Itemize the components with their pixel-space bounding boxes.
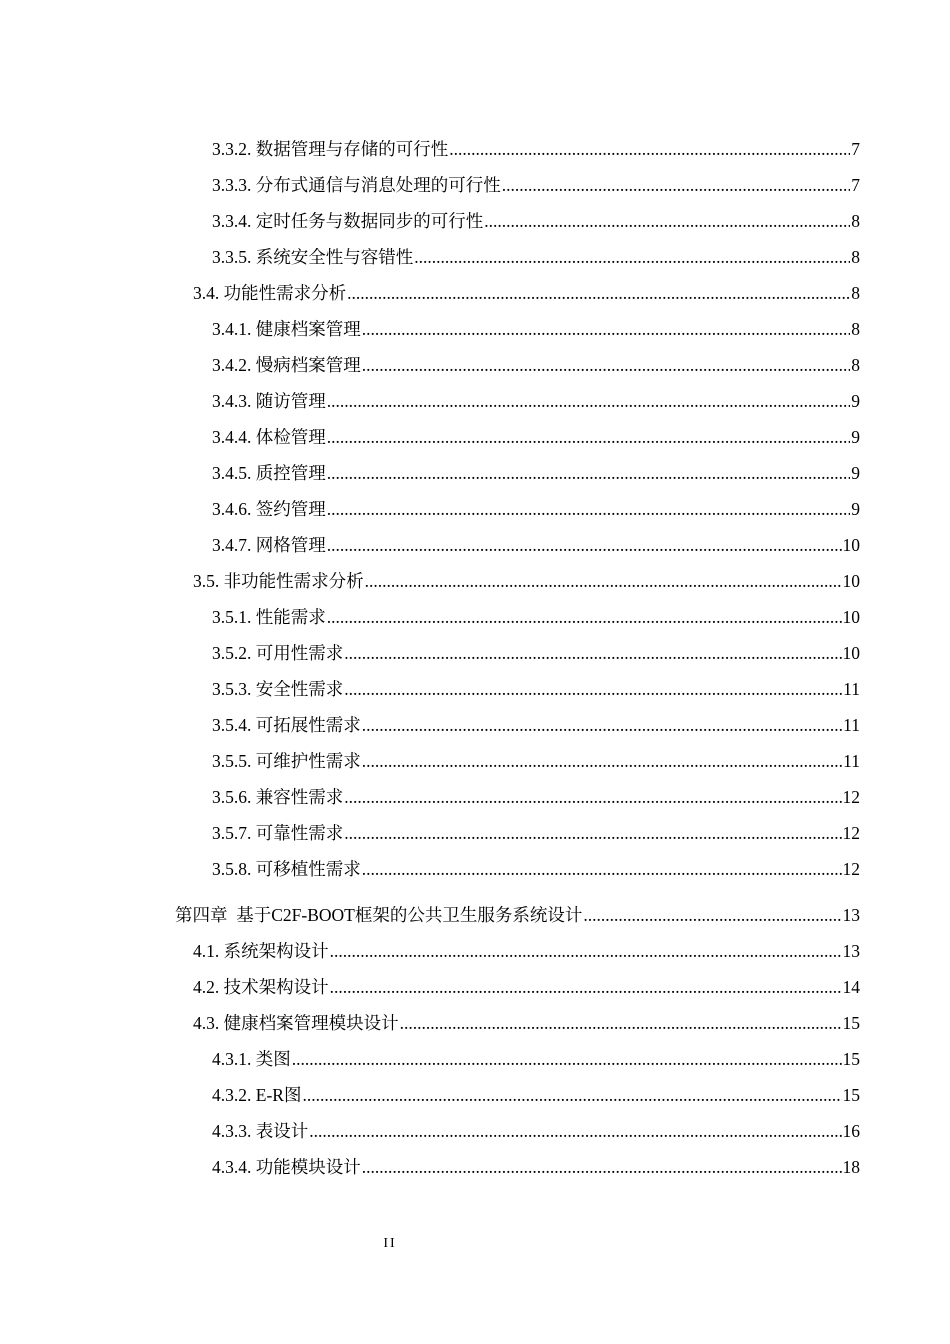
toc-page-number: 18 — [842, 1157, 860, 1177]
toc-entry-3-4-3[interactable] — [0, 383, 860, 419]
toc-page-number: 11 — [843, 715, 860, 735]
toc-entry-3-3-5[interactable] — [0, 239, 860, 275]
table-of-contents — [0, 131, 950, 1185]
toc-page-number: 11 — [843, 751, 860, 771]
toc-entry-3-5-4[interactable] — [0, 707, 860, 743]
toc-page-number: 7 — [851, 175, 860, 195]
toc-entry-title: 系统安全性与容错性 — [255, 247, 414, 267]
toc-page-number: 8 — [851, 319, 860, 339]
toc-entry-number: 3.3.5. — [212, 247, 252, 267]
dot-leader — [362, 743, 842, 779]
dot-leader — [414, 239, 850, 275]
toc-entry-4-3[interactable] — [0, 1005, 860, 1041]
toc-entry-number: 3.5.8. — [212, 859, 252, 879]
toc-entry-title: E-R图 — [255, 1085, 302, 1105]
dot-leader — [449, 131, 850, 167]
toc-page-number: 10 — [842, 643, 860, 663]
toc-entry-3-4-4[interactable] — [0, 419, 860, 455]
dot-leader — [583, 897, 841, 933]
toc-entry-number: 4.3. — [193, 1013, 220, 1033]
toc-entry-3-3-3[interactable] — [0, 167, 860, 203]
toc-page-number: 8 — [851, 283, 860, 303]
dot-leader — [362, 311, 851, 347]
page-footer-number: II — [383, 1236, 397, 1251]
dot-leader — [502, 167, 851, 203]
toc-page-number: 15 — [842, 1049, 860, 1069]
toc-entry-3-5-6[interactable] — [0, 779, 860, 815]
toc-entry-3-4-1[interactable] — [0, 311, 860, 347]
toc-entry-4-3-4[interactable] — [0, 1149, 860, 1185]
toc-entry-3-5-7[interactable] — [0, 815, 860, 851]
toc-entry-number: 3.3.2. — [212, 139, 252, 159]
toc-entry-title: 表设计 — [255, 1121, 309, 1141]
toc-entry-title: 质控管理 — [255, 463, 326, 483]
toc-page-number: 9 — [851, 499, 860, 519]
dot-leader — [330, 933, 842, 969]
dot-leader — [327, 491, 851, 527]
toc-entry-title: 随访管理 — [255, 391, 326, 411]
toc-entry-3-4-5[interactable] — [0, 455, 860, 491]
toc-entry-3-5-3[interactable] — [0, 671, 860, 707]
dot-leader — [347, 275, 850, 311]
toc-entry-title: 技术架构设计 — [223, 977, 329, 997]
dot-leader — [309, 1113, 841, 1149]
toc-entry-number: 3.5.4. — [212, 715, 252, 735]
toc-entry-title: 可维护性需求 — [255, 751, 361, 771]
toc-page-number: 13 — [842, 941, 860, 961]
dot-leader — [292, 1041, 842, 1077]
dot-leader — [344, 815, 841, 851]
dot-leader — [344, 779, 841, 815]
toc-entry-title: 定时任务与数据同步的可行性 — [255, 211, 484, 231]
toc-entry-title: 慢病档案管理 — [255, 355, 361, 375]
toc-entry-number: 3.4.6. — [212, 499, 252, 519]
toc-page-number: 13 — [842, 905, 860, 925]
toc-entry-3-4-7[interactable] — [0, 527, 860, 563]
toc-entry-3-5-8[interactable] — [0, 851, 860, 887]
dot-leader — [330, 969, 842, 1005]
dot-leader — [362, 1149, 842, 1185]
toc-entry-number: 3.3.3. — [212, 175, 252, 195]
toc-entry-title: 非功能性需求分析 — [223, 571, 364, 591]
toc-page-number: 9 — [851, 391, 860, 411]
dot-leader — [365, 563, 842, 599]
toc-entry-3-5-1[interactable] — [0, 599, 860, 635]
toc-entry-number: 3.4.2. — [212, 355, 252, 375]
toc-entry-number: 3.5.1. — [212, 607, 252, 627]
toc-entry-number: 3.5.5. — [212, 751, 252, 771]
toc-entry-chapter-4[interactable] — [0, 897, 860, 933]
toc-entry-3-4-2[interactable] — [0, 347, 860, 383]
dot-leader — [327, 527, 842, 563]
toc-entry-4-1[interactable] — [0, 933, 860, 969]
toc-entry-number: 3.5.7. — [212, 823, 252, 843]
toc-page-number: 7 — [851, 139, 860, 159]
dot-leader — [344, 635, 841, 671]
toc-entry-title: 兼容性需求 — [255, 787, 344, 807]
toc-entry-4-3-2[interactable] — [0, 1077, 860, 1113]
dot-leader — [327, 599, 842, 635]
toc-page-number: 15 — [842, 1013, 860, 1033]
toc-entry-number: 4.2. — [193, 977, 220, 997]
toc-page-number: 16 — [842, 1121, 860, 1141]
toc-entry-3-4[interactable] — [0, 275, 860, 311]
toc-entry-number: 3.4. — [193, 283, 220, 303]
toc-entry-3-3-4[interactable] — [0, 203, 860, 239]
toc-entry-number: 4.3.4. — [212, 1157, 252, 1177]
toc-entry-title: 签约管理 — [255, 499, 326, 519]
toc-entry-title: 可拓展性需求 — [255, 715, 361, 735]
toc-entry-number: 3.5. — [193, 571, 220, 591]
toc-entry-title: 分布式通信与消息处理的可行性 — [255, 175, 501, 195]
toc-page-number: 10 — [842, 571, 860, 591]
toc-entry-number: 3.5.2. — [212, 643, 252, 663]
dot-leader — [484, 203, 850, 239]
toc-page-number: 8 — [851, 247, 860, 267]
toc-entry-title: 可移植性需求 — [255, 859, 361, 879]
dot-leader — [362, 851, 842, 887]
dot-leader — [327, 455, 851, 491]
toc-entry-title: 数据管理与存储的可行性 — [255, 139, 449, 159]
toc-entry-3-5-2[interactable] — [0, 635, 860, 671]
toc-entry-title: 系统架构设计 — [223, 941, 329, 961]
toc-page-number: 12 — [842, 823, 860, 843]
toc-entry-number: 3.5.3. — [212, 679, 252, 699]
dot-leader — [302, 1077, 841, 1113]
dot-leader — [400, 1005, 842, 1041]
dot-leader — [344, 671, 842, 707]
toc-entry-4-2[interactable] — [0, 969, 860, 1005]
toc-page-number: 10 — [842, 535, 860, 555]
toc-entry-3-3-2[interactable] — [0, 131, 860, 167]
toc-entry-title: 安全性需求 — [255, 679, 344, 699]
toc-page-number: 14 — [842, 977, 860, 997]
toc-page-number: 15 — [842, 1085, 860, 1105]
toc-page-number: 9 — [851, 427, 860, 447]
toc-entry-title: 可用性需求 — [255, 643, 344, 663]
toc-entry-number: 4.3.2. — [212, 1085, 252, 1105]
toc-entry-number: 3.4.4. — [212, 427, 252, 447]
dot-leader — [362, 707, 842, 743]
dot-leader — [327, 419, 851, 455]
toc-entry-4-3-1[interactable] — [0, 1041, 860, 1077]
toc-page-number: 12 — [842, 787, 860, 807]
toc-entry-title: 健康档案管理模块设计 — [223, 1013, 399, 1033]
dot-leader — [362, 347, 851, 383]
toc-entry-number: 第四章 — [175, 905, 228, 925]
toc-entry-title: 功能性需求分析 — [223, 283, 347, 303]
toc-entry-number: 4.3.3. — [212, 1121, 252, 1141]
toc-entry-title: 体检管理 — [255, 427, 326, 447]
toc-entry-number: 3.4.7. — [212, 535, 252, 555]
toc-entry-title: 功能模块设计 — [255, 1157, 361, 1177]
toc-entry-number: 3.5.6. — [212, 787, 252, 807]
toc-page-number: 11 — [843, 679, 860, 699]
toc-entry-number: 4.3.1. — [212, 1049, 252, 1069]
toc-entry-title: 性能需求 — [255, 607, 326, 627]
toc-entry-number: 3.4.1. — [212, 319, 252, 339]
toc-entry-3-4-6[interactable] — [0, 491, 860, 527]
toc-page-number: 9 — [851, 463, 860, 483]
toc-page-number: 10 — [842, 607, 860, 627]
toc-entry-title: 网格管理 — [255, 535, 326, 555]
toc-entry-3-5-5[interactable] — [0, 743, 860, 779]
toc-page-number: 8 — [851, 211, 860, 231]
toc-entry-4-3-3[interactable] — [0, 1113, 860, 1149]
toc-page-number: 8 — [851, 355, 860, 375]
toc-page-number: 12 — [842, 859, 860, 879]
toc-entry-3-5[interactable] — [0, 563, 860, 599]
dot-leader — [327, 383, 851, 419]
toc-entry-number: 3.4.5. — [212, 463, 252, 483]
toc-entry-number: 3.3.4. — [212, 211, 252, 231]
toc-entry-number: 3.4.3. — [212, 391, 252, 411]
toc-entry-number: 4.1. — [193, 941, 220, 961]
toc-entry-title: 健康档案管理 — [255, 319, 361, 339]
toc-entry-title: 类图 — [255, 1049, 291, 1069]
toc-entry-title: 可靠性需求 — [255, 823, 344, 843]
toc-entry-title: 基于C2F-BOOT框架的公共卫生服务系统设计 — [236, 905, 583, 925]
